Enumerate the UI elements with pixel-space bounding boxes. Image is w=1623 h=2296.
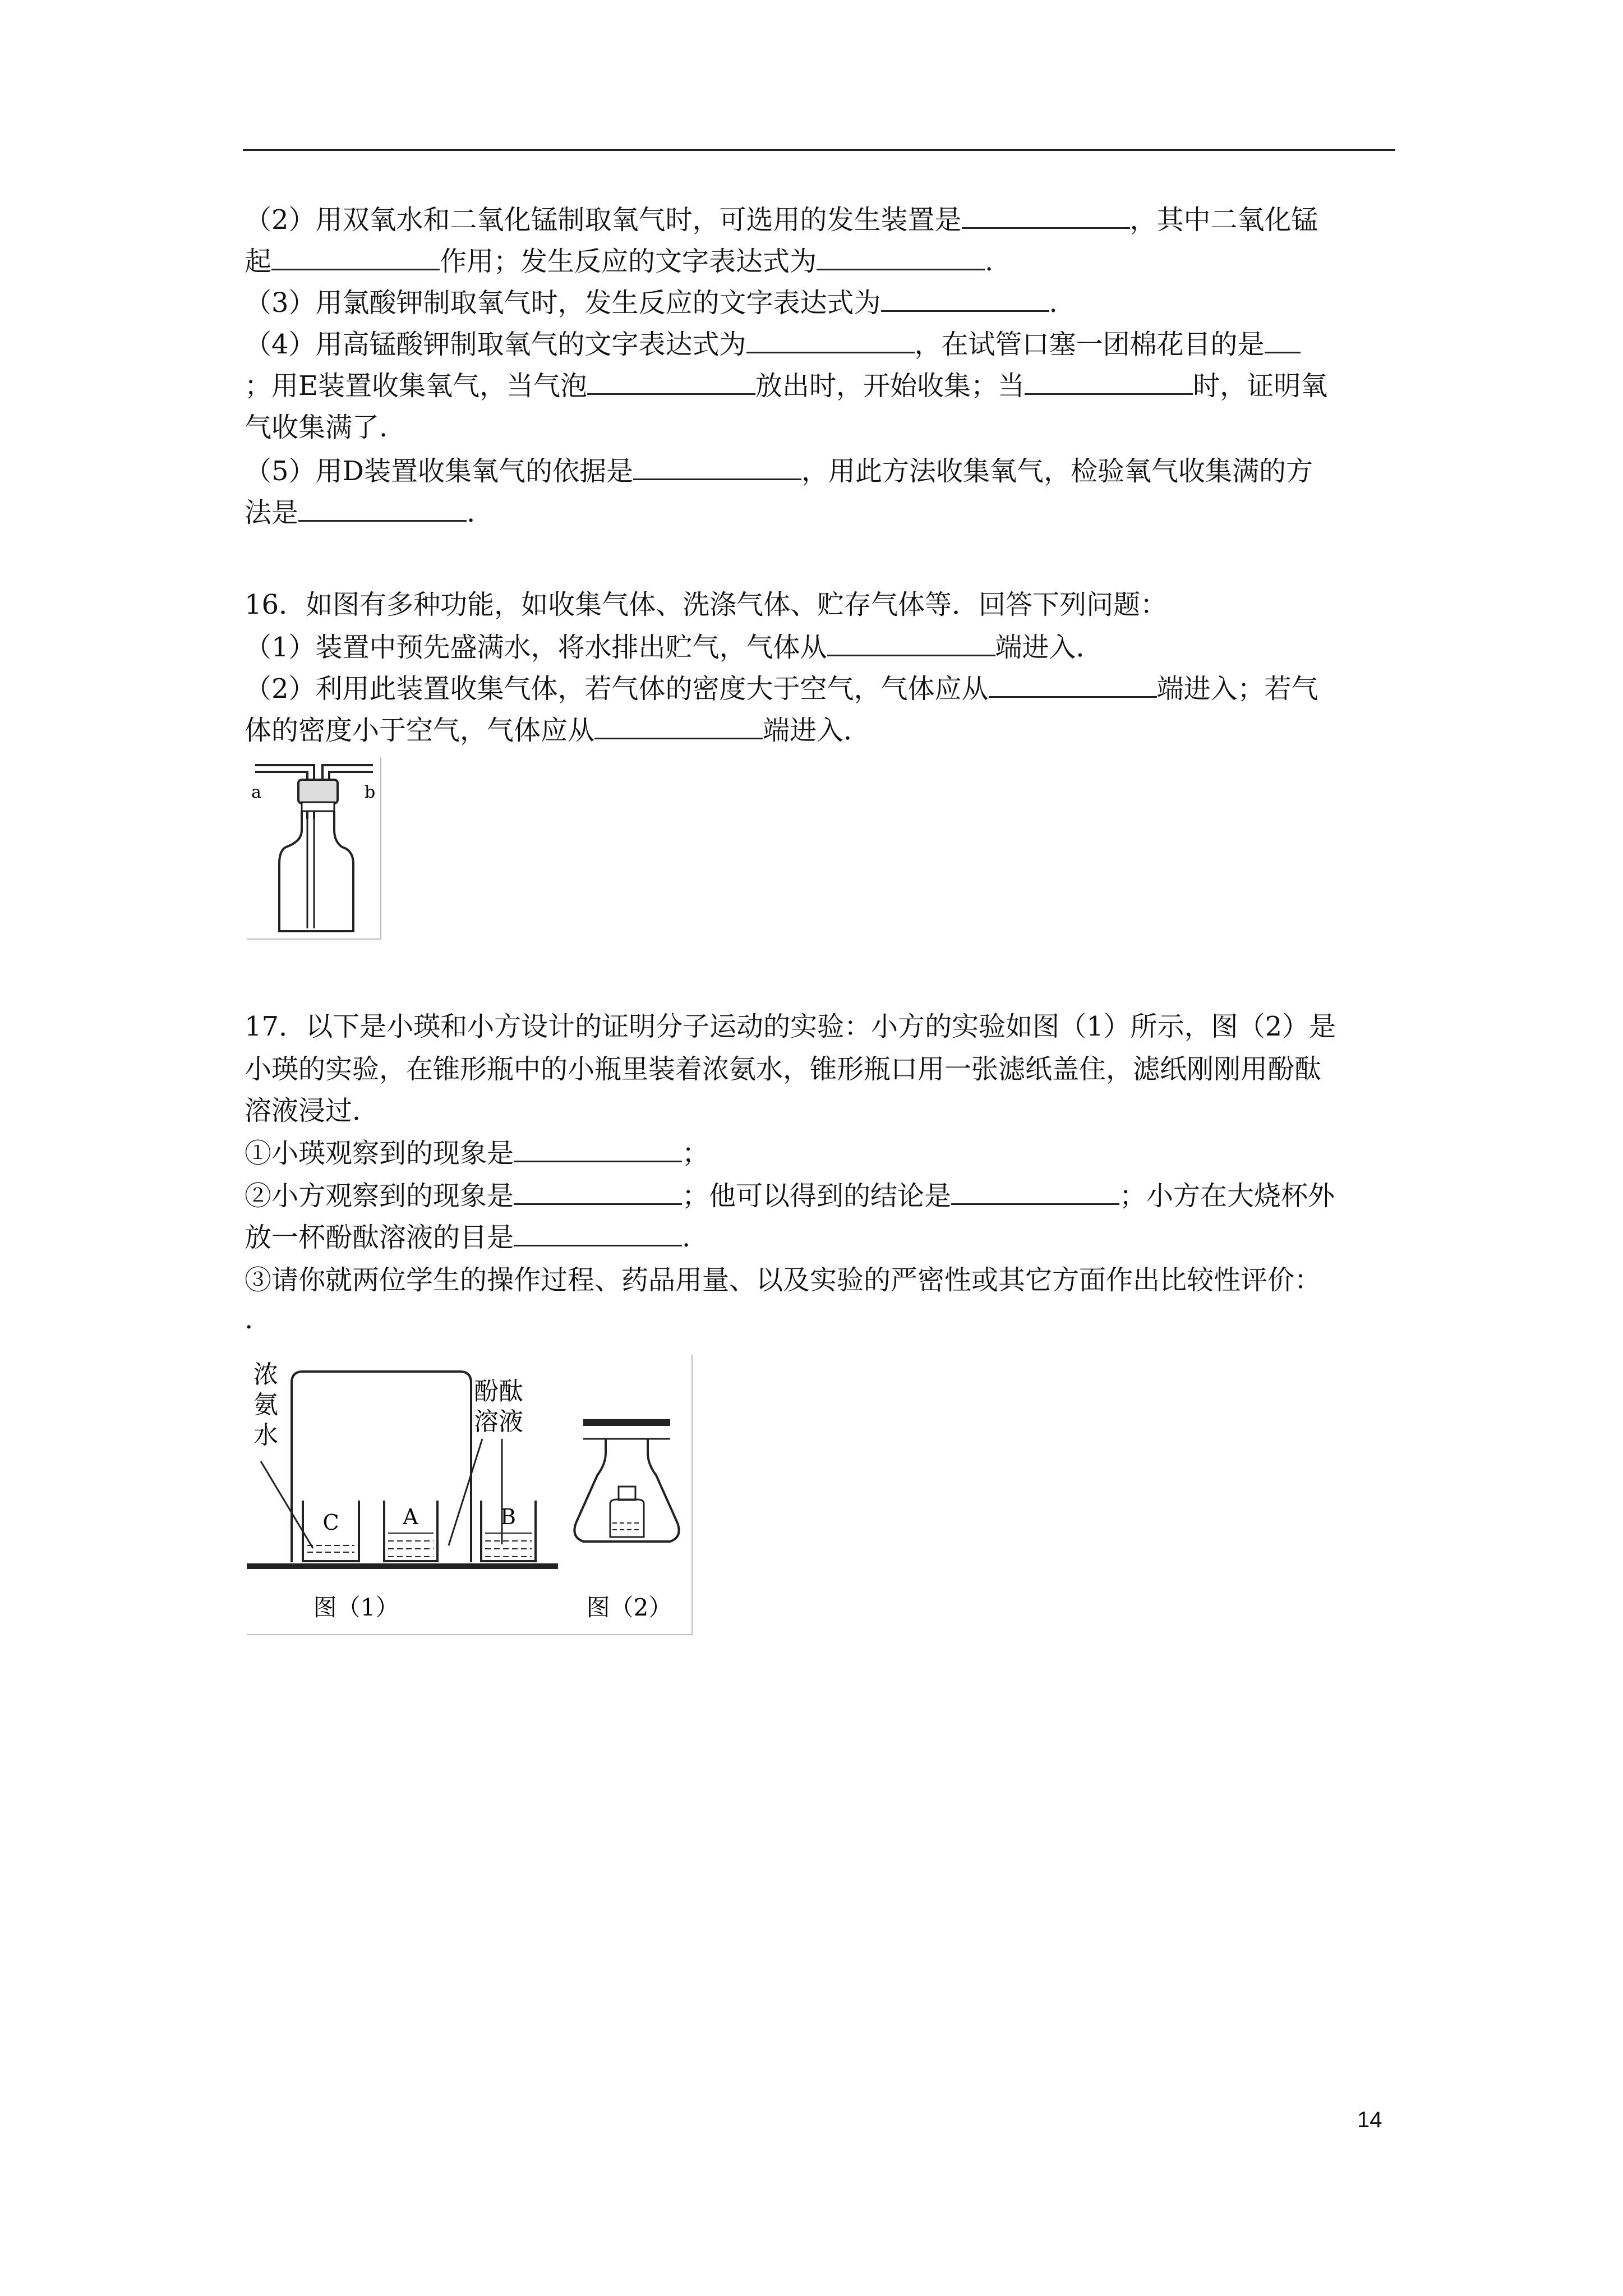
q16-part2-line1: （2）利用此装置收集气体，若气体的密度大于空气，气体应从 端进入；若气 <box>245 673 1318 705</box>
answer-blank[interactable] <box>298 496 467 522</box>
answer-blank[interactable] <box>1265 328 1301 353</box>
gas-bottle-figure <box>247 757 381 940</box>
header-rule <box>243 149 1395 151</box>
q17-sub3-end: . <box>245 1304 253 1335</box>
answer-blank[interactable] <box>1025 370 1193 395</box>
q17-stem-line1: 17．以下是小瑛和小方设计的证明分子运动的实验：小方的实验如图（1）所示，图（2）是 <box>245 1011 1336 1042</box>
q15-part2-line2: 起 作用；发生反应的文字表达式为 . <box>245 246 994 277</box>
answer-blank[interactable] <box>951 1180 1119 1205</box>
answer-blank[interactable] <box>989 673 1157 698</box>
answer-blank[interactable] <box>271 245 440 270</box>
beaker-a-label: A <box>403 1504 418 1529</box>
phenol-label-2: 溶液 <box>474 1407 523 1436</box>
molecule-motion-figure <box>247 1355 693 1635</box>
q16-part2-line2: 体的密度小于空气，气体应从 端进入． <box>245 715 871 746</box>
q15-part4-line3: 气收集满了. <box>245 412 388 443</box>
q17-stem-line2: 小瑛的实验，在锥形瓶中的小瓶里装着浓氨水，锥形瓶口用一张滤纸盖住，滤纸刚刚用酚酞 <box>245 1053 1322 1085</box>
q16-stem: 16．如图有多种功能，如收集气体、洗涤气体、贮存气体等．回答下列问题： <box>245 589 1168 620</box>
q15-part4-line1: （4）用高锰酸钾制取氧气的文字表达式为 ，在试管口塞一团棉花目的是 <box>245 328 1301 361</box>
beaker-b-label: B <box>500 1504 516 1529</box>
answer-blank[interactable] <box>514 1221 682 1246</box>
ammonia-label-2: 氨 <box>253 1391 278 1419</box>
answer-blank[interactable] <box>827 631 995 656</box>
answer-blank[interactable] <box>633 455 801 480</box>
answer-blank[interactable] <box>881 287 1049 312</box>
q17-stem-line3: 溶液浸过． <box>245 1095 380 1126</box>
ammonia-label-3: 水 <box>253 1421 278 1450</box>
beaker-c-label: C <box>322 1510 339 1535</box>
q17-sub1: ①小瑛观察到的现象是 ； <box>245 1138 709 1169</box>
answer-blank[interactable] <box>587 370 755 395</box>
page-number: 14 <box>1357 2108 1382 2132</box>
answer-blank[interactable] <box>514 1137 682 1162</box>
fig-label-b: b <box>365 783 376 802</box>
answer-blank[interactable] <box>514 1180 682 1205</box>
q15-part5-line2: 法是 . <box>245 497 476 528</box>
q17-sub2-line2: 放一杯酚酞溶液的目是 . <box>245 1222 691 1253</box>
answer-blank[interactable] <box>962 204 1130 229</box>
answer-blank[interactable] <box>817 245 985 270</box>
q15-part4-line2: ；用E装置收集氧气，当气泡 放出时，开始收集；当 时，证明氧 <box>245 370 1328 402</box>
phenol-label-1: 酚酞 <box>474 1377 523 1406</box>
caption-figure-2: 图（2） <box>586 1594 672 1621</box>
answer-blank[interactable] <box>746 328 915 353</box>
q17-sub3: ③请你就两位学生的操作过程、药品用量、以及实验的严密性或其它方面作出比较性评价： <box>245 1264 1322 1296</box>
q16-part1: （1）装置中预先盛满水，将水排出贮气，气体从 端进入． <box>245 632 1103 663</box>
fig-label-a: a <box>251 783 261 802</box>
q15-part5-line1: （5）用D装置收集氧气的依据是 ，用此方法收集氧气，检验氧气收集满的方 <box>245 455 1313 487</box>
ammonia-label-1: 浓 <box>253 1360 278 1389</box>
q15-part2-line1: （2）用双氧水和二氧化锰制取氧气时，可选用的发生装置是 ，其中二氧化锰 <box>245 204 1318 236</box>
answer-blank[interactable] <box>594 714 763 739</box>
q15-part3: （3）用氯酸钾制取氧气时，发生反应的文字表达式为 . <box>245 287 1058 319</box>
caption-figure-1: 图（1） <box>313 1594 399 1621</box>
q17-sub2-line1: ②小方观察到的现象是 ；他可以得到的结论是 ；小方在大烧杯外 <box>245 1180 1335 1212</box>
